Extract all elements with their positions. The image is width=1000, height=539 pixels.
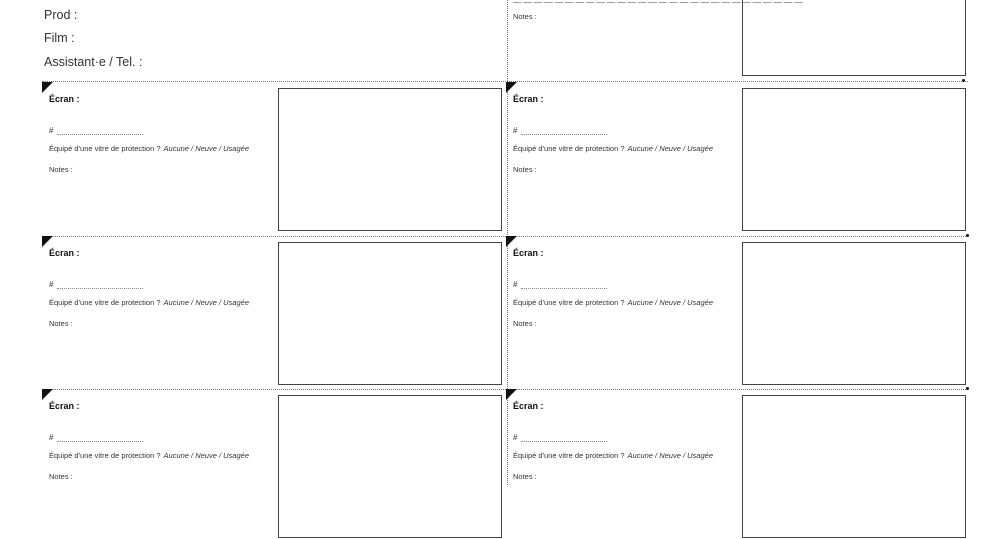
protection-question [49,298,249,307]
card-number-field[interactable] [49,280,143,289]
corner-mark-icon [506,82,517,93]
number-label: # [49,126,54,135]
question-text: Équipé d'une vitre de protection ? [513,144,625,153]
number-label: # [49,433,54,442]
screen-card [42,82,506,232]
question-text: Équipé d'une vitre de protection ? [513,298,625,307]
notes-label: Notes : [49,165,73,174]
card-number-field[interactable] [49,433,143,442]
protection-options[interactable]: Aucune / Neuve / Usagée [163,298,249,307]
card-number-field[interactable] [49,126,143,135]
protection-question [513,451,713,460]
notes-label: Notes : [49,319,73,328]
film-label: Film : [44,31,75,45]
protection-question [49,451,249,460]
screen-card [506,82,970,232]
card-title: Écran : [513,94,544,104]
photo-box[interactable] [742,242,966,385]
card-title: Écran : [513,401,544,411]
number-label: # [513,126,518,135]
screen-card [42,236,506,386]
card-number-field[interactable] [513,126,607,135]
notes-label: Notes : [513,319,537,328]
corner-mark-icon [42,389,53,400]
protection-options[interactable]: Aucune / Neuve / Usagée [627,298,713,307]
top-right-notes-label: Notes : [513,12,537,21]
question-text: Équipé d'une vitre de protection ? [49,451,161,460]
card-title: Écran : [49,94,80,104]
corner-mark-icon [506,389,517,400]
protection-options[interactable]: Aucune / Neuve / Usagée [163,451,249,460]
card-number-field[interactable] [513,280,607,289]
notes-label: Notes : [513,165,537,174]
protection-options[interactable]: Aucune / Neuve / Usagée [627,144,713,153]
protection-options[interactable]: Aucune / Neuve / Usagée [627,451,713,460]
card-number-field[interactable] [513,433,607,442]
prod-label: Prod : [44,8,78,22]
screen-card [42,389,506,539]
photo-box[interactable] [278,242,502,385]
card-title: Écran : [49,401,80,411]
corner-mark-icon [506,236,517,247]
notes-label: Notes : [513,472,537,481]
photo-box[interactable] [278,88,502,231]
protection-question [49,144,249,153]
corner-mark-icon [42,82,53,93]
protection-question [513,298,713,307]
photo-box[interactable] [742,395,966,538]
question-text: Équipé d'une vitre de protection ? [513,451,625,460]
protection-question [513,144,713,153]
number-label: # [49,280,54,289]
notes-label: Notes : [49,472,73,481]
corner-mark-icon [42,236,53,247]
card-title: Écran : [49,248,80,258]
question-text: Équipé d'une vitre de protection ? [49,298,161,307]
screen-card [506,389,970,539]
protection-options[interactable]: Aucune / Neuve / Usagée [163,144,249,153]
number-label: # [513,433,518,442]
photo-box[interactable] [742,88,966,231]
top-right-photo-box[interactable] [742,0,966,76]
number-label: # [513,280,518,289]
card-title: Écran : [513,248,544,258]
question-text: Équipé d'une vitre de protection ? [49,144,161,153]
photo-box[interactable] [278,395,502,538]
screen-card [506,236,970,386]
assistant-label: Assistant·e / Tel. : [44,55,143,69]
